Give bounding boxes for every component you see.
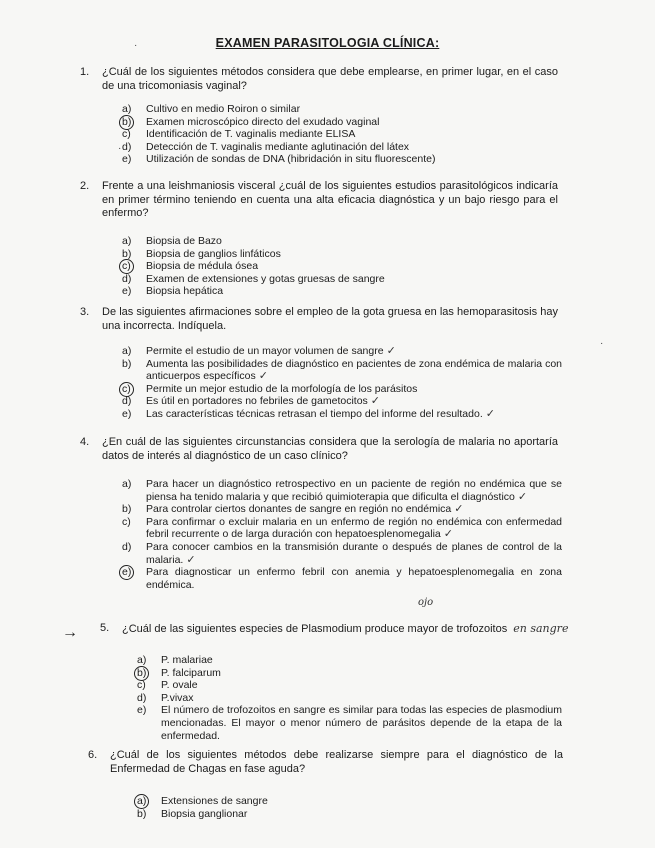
tick-icon: ✓ — [386, 345, 396, 357]
tick-icon: ✓ — [517, 490, 528, 503]
question-6: 6. ¿Cuál de los siguientes métodos debe realizarse siempre para el diagnóstico de la Enfermedad de Chagas en fase aguda? — [88, 749, 563, 775]
option-c[interactable]: c) Para confirmar o excluir malaria en un enfermo de región no endémica con enfermedad febril recurrente o de larga duración con hepatoesplenomegalia ✓ — [122, 515, 562, 541]
question-2: 2. Frente a una leishmaniosis visceral ¿cuál de los siguientes estudios parasitológicos indicaría en primer término teniendo en cuenta una alta eficacia diagnóstica y un bajo riesgo para el enfermo? — [80, 180, 558, 219]
option-b[interactable]: b) Aumenta las posibilidades de diagnóstico en pacientes de zona endémica de malaria con anticuerpos específicos ✓ — [122, 357, 562, 383]
question-5: 5. ¿Cuál de las siguientes especies de Plasmodium produce mayor de trofozoitos en sangre — [100, 622, 569, 635]
option-b[interactable]: b) Biopsia ganglionar — [137, 807, 248, 820]
question-stem: ¿Cuál de los siguientes métodos considera que debe emplearse, en primer lugar, en el caso de una tricomoniasis vaginal? — [102, 66, 558, 92]
handwritten-note: en sangre — [513, 622, 569, 635]
option-c-selected[interactable]: c) Biopsia de médula ósea — [122, 260, 562, 273]
question-3: 3. De las siguientes afirmaciones sobre el empleo de la gota gruesa en las hemoparasitosis hay una incorrecta. Indíquela. — [80, 306, 558, 332]
options-q6 — [137, 795, 562, 820]
option-a[interactable]: a) P. malariae — [137, 654, 213, 666]
tick-icon: ✓ — [186, 553, 196, 566]
option-d[interactable]: d) Para conocer cambios en la transmisión durante o después de planes de control de la malaria. ✓ — [122, 540, 562, 566]
option-e[interactable]: e) Utilización de sondas de DNA (hibridación in situ fluorescente) — [122, 153, 436, 166]
option-a[interactable]: a) Cultivo en medio Roiron o similar — [122, 103, 301, 115]
tick-icon: ✓ — [370, 395, 381, 408]
options-q5 — [137, 654, 562, 742]
page-title: EXAMEN PARASITOLOGIA CLÍNICA: — [215, 36, 440, 50]
options-q4 — [122, 478, 562, 591]
option-a-selected[interactable]: a) Extensiones de sangre — [137, 795, 562, 808]
option-d[interactable]: d) P.vivax — [137, 691, 194, 704]
question-number: 1. — [80, 66, 90, 78]
question-stem: Frente a una leishmaniosis visceral ¿cuál de los siguientes estudios parasitológicos indicaría en primer término teniendo en cuenta una alta eficacia diagnóstica y un bajo riesgo para el enfermo? — [102, 180, 558, 219]
option-e[interactable]: e) El número de trofozoitos en sangre es similar para todas las especies de plasmodium mencionadas. El mayor o menor número de parásitos depende de la etapa de la enfermedad. — [137, 704, 562, 742]
selected-circle-icon — [119, 565, 134, 580]
scan-speck: · — [118, 143, 122, 154]
question-stem: ¿Cuál de las siguientes especies de Plasmodium produce mayor de trofozoitos en sangre — [122, 622, 569, 635]
option-a[interactable]: a) Para hacer un diagnóstico retrospectivo en un paciente de región no endémica que se piensa ha tenido malaria y que recibió quimioterapia que dificulta el diagnóstico ✓ — [122, 478, 562, 503]
option-a[interactable]: a) Permite el estudio de un mayor volumen de sangre ✓ — [122, 345, 396, 357]
question-stem: De las siguientes afirmaciones sobre el empleo de la gota gruesa en las hemoparasitosis hay una incorrecta. Indíquela. — [102, 306, 558, 332]
question-stem: ¿En cuál de las siguientes circunstancias considera que la serología de malaria no aportaría datos de interés al diagnóstico de un caso clínico? — [102, 436, 558, 462]
scan-speck: · — [600, 338, 604, 349]
options-q2 — [122, 235, 562, 298]
arrow-icon: → — [62, 624, 78, 641]
option-c[interactable]: c) P. ovale — [137, 679, 198, 692]
tick-icon: ✓ — [485, 407, 495, 420]
question-4: 4. ¿En cuál de las siguientes circunstancias considera que la serología de malaria no aportaría datos de interés al diagnóstico de un caso clínico? — [80, 436, 558, 462]
option-b-selected[interactable]: b) P. falciparum — [137, 667, 562, 680]
question-1 — [80, 66, 558, 93]
options-q1 — [122, 103, 562, 166]
tick-icon: ✓ — [443, 528, 453, 541]
handwritten-note: ojo — [418, 597, 434, 608]
option-c[interactable]: c) Identificación de T. vaginalis mediante ELISA — [122, 128, 356, 141]
option-b-selected[interactable]: b) Examen microscópico directo del exudado vaginal — [122, 116, 562, 129]
question-stem: ¿Cuál de los siguientes métodos debe realizarse siempre para el diagnóstico de la Enfermedad de Chagas en fase aguda? — [110, 749, 563, 775]
option-d[interactable]: d) Detección de T. vaginalis mediante aglutinación del látex — [122, 140, 410, 153]
option-d[interactable]: d) Es útil en portadores no febriles de gametocitos ✓ — [122, 395, 381, 408]
option-e[interactable]: e) Las características técnicas retrasan el tiempo del informe del resultado. ✓ — [122, 407, 495, 420]
tick-icon: ✓ — [258, 370, 268, 383]
options-q3 — [122, 345, 562, 421]
option-e-selected[interactable]: e) Para diagnosticar un enfermo febril con anemia y hepatoesplenomegalia en zona endémica. — [122, 566, 562, 591]
option-b[interactable]: b) Para controlar ciertos donantes de sangre en región no endémica ✓ — [122, 503, 464, 516]
option-a[interactable]: a) Biopsia de Bazo — [122, 235, 222, 247]
option-c-selected[interactable]: c) Permite un mejor estudio de la morfología de los parásitos — [122, 383, 562, 396]
option-e[interactable]: e) Biopsia hepática — [122, 285, 224, 298]
option-d[interactable]: d) Examen de extensiones y gotas gruesas de sangre — [122, 272, 385, 285]
tick-icon: ✓ — [454, 503, 464, 516]
option-b[interactable]: b) Biopsia de ganglios linfáticos — [122, 247, 281, 260]
scan-speck: · — [134, 40, 138, 51]
